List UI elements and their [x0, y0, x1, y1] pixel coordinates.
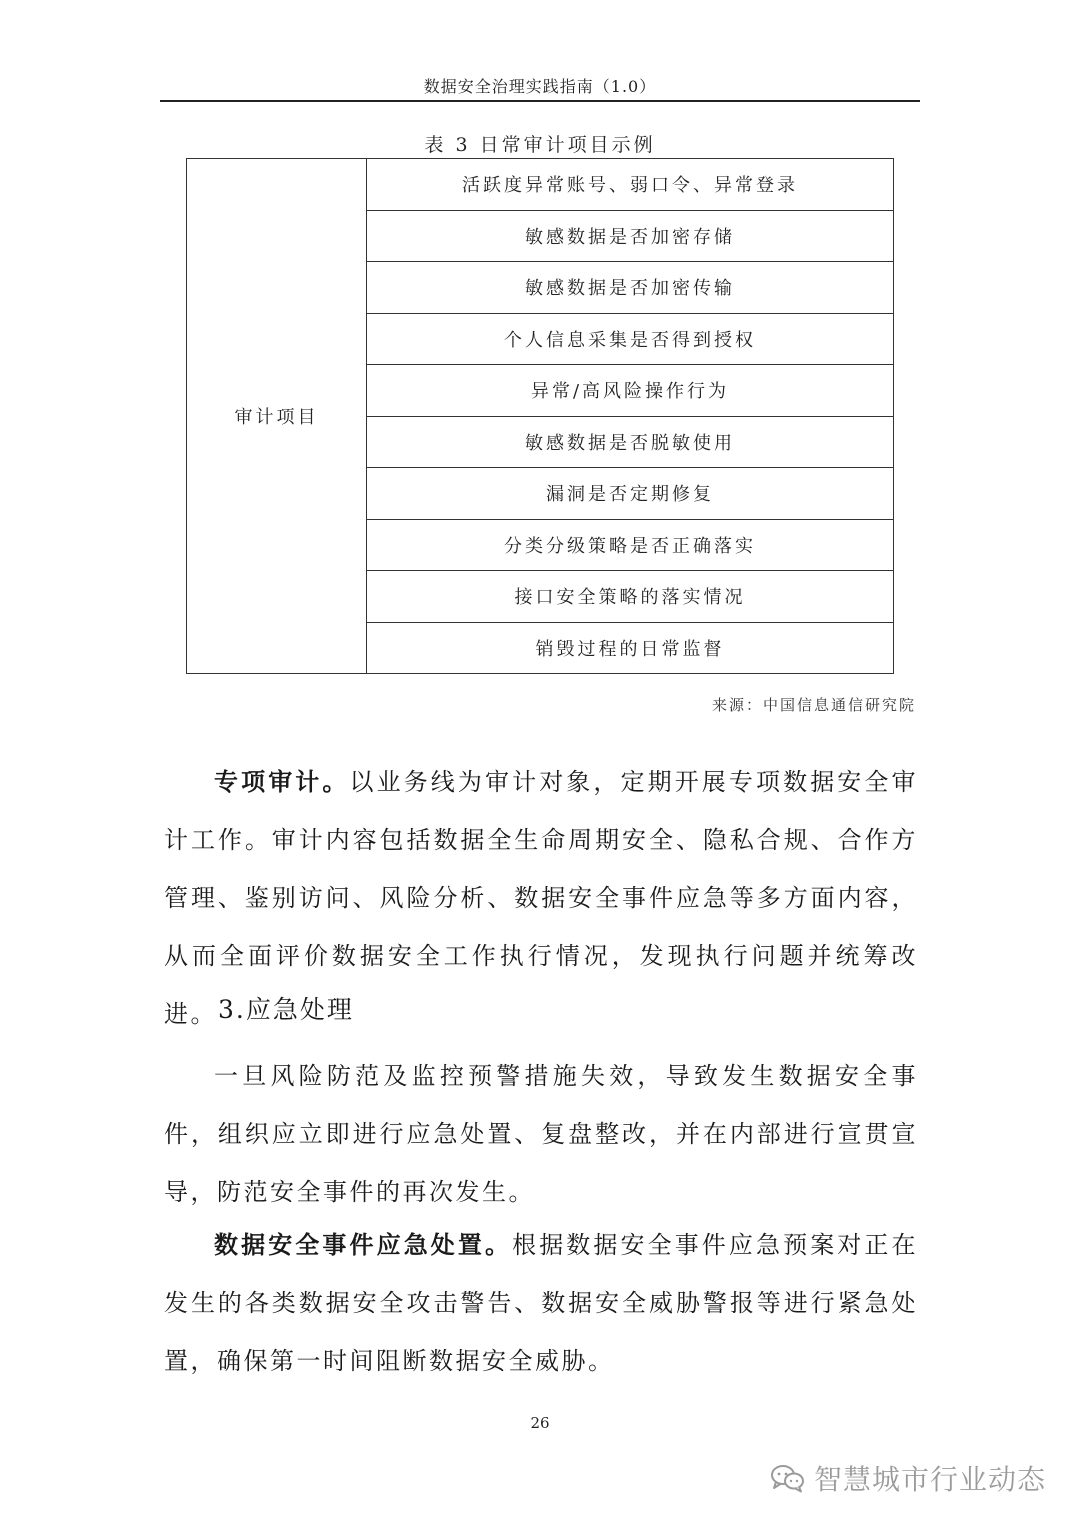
incident-response-text: 根据数据安全事件应急预案对正在发生的各类数据安全攻击警告、数据安全威胁警报等进行紧急处置，确保第一时间阻断数据安全威胁。	[164, 1231, 919, 1375]
audit-item-cell: 敏感数据是否加密存储	[367, 210, 894, 262]
page-number: 26	[530, 1414, 550, 1432]
audit-item-cell: 个人信息采集是否得到授权	[367, 313, 894, 365]
watermark-text: 智慧城市行业动态	[813, 1463, 1046, 1496]
table-row	[187, 159, 894, 211]
audit-item-cell: 漏洞是否定期修复	[367, 468, 894, 520]
table-source: 来源：中国信息通信研究院	[711, 696, 916, 714]
special-audit-lead: 专项审计。	[214, 768, 350, 796]
audit-category-cell: 审计项目	[187, 159, 367, 674]
audit-item-cell: 敏感数据是否加密传输	[367, 262, 894, 314]
audit-item-cell: 敏感数据是否脱敏使用	[367, 416, 894, 468]
audit-item-cell: 异常/高风险操作行为	[367, 365, 894, 417]
audit-items-table	[186, 158, 894, 674]
chat-bubbles-icon	[770, 1463, 806, 1493]
incident-response-paragraph	[164, 1216, 918, 1390]
audit-item-cell: 分类分级策略是否正确落实	[367, 519, 894, 571]
emergency-intro-paragraph: 一旦风险防范及监控预警措施失效，导致发生数据安全事件，组织应立即进行应急处置、复盘整改，并在内部进行宣贯宣导，防范安全事件的再次发生。	[164, 1062, 918, 1206]
audit-item-cell: 销毁过程的日常监督	[367, 622, 894, 674]
watermark	[770, 1458, 1046, 1498]
special-audit-text: 以业务线为审计对象，定期开展专项数据安全审计工作。审计内容包括数据全生命周期安全、隐私合规、合作方管理、鉴别访问、风险分析、数据安全事件应急等多方面内容，从而全面评价数据安全工作执行情况，发现执行问题并统筹改进。	[164, 768, 918, 1028]
section-heading-emergency: 3.应急处理	[218, 995, 354, 1024]
audit-item-cell: 活跃度异常账号、弱口令、异常登录	[367, 159, 894, 211]
header-rule	[160, 100, 920, 102]
running-header-title: 数据安全治理实践指南（1.0）	[423, 77, 657, 96]
incident-response-lead: 数据安全事件应急处置。	[214, 1231, 513, 1259]
table-caption: 表 3 日常审计项目示例	[424, 134, 656, 156]
audit-item-cell: 接口安全策略的落实情况	[367, 571, 894, 623]
